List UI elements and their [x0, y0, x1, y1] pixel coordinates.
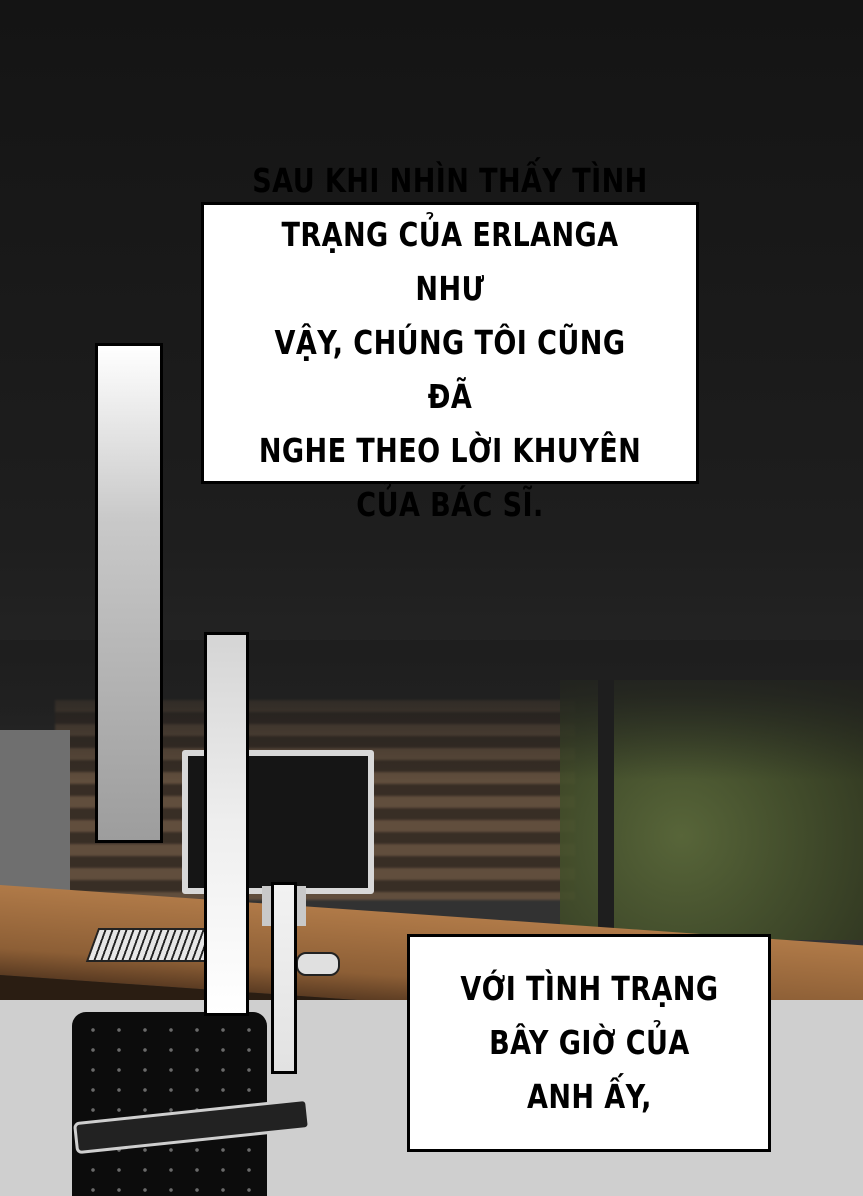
caption-box-top — [201, 161, 699, 524]
mouse — [296, 952, 340, 976]
panel-bar-left — [95, 343, 163, 843]
caption-box-bottom — [407, 934, 771, 1152]
panel-bar-middle — [204, 632, 249, 1016]
panel-bar-small — [271, 882, 297, 1074]
caption-text-bottom: VỚI TÌNH TRẠNG BÂY GIỜ CỦA ANH ẤY, — [459, 969, 719, 1116]
caption-text-top: SAU KHI NHÌN THẤY TÌNH TRẠNG CỦA ERLANGA NHƯ VẬY, CHÚNG TÔI CŨNG ĐÃ NGHE THEO LỜI KHUYÊN CỦA BÁC SĨ. — [252, 161, 648, 524]
